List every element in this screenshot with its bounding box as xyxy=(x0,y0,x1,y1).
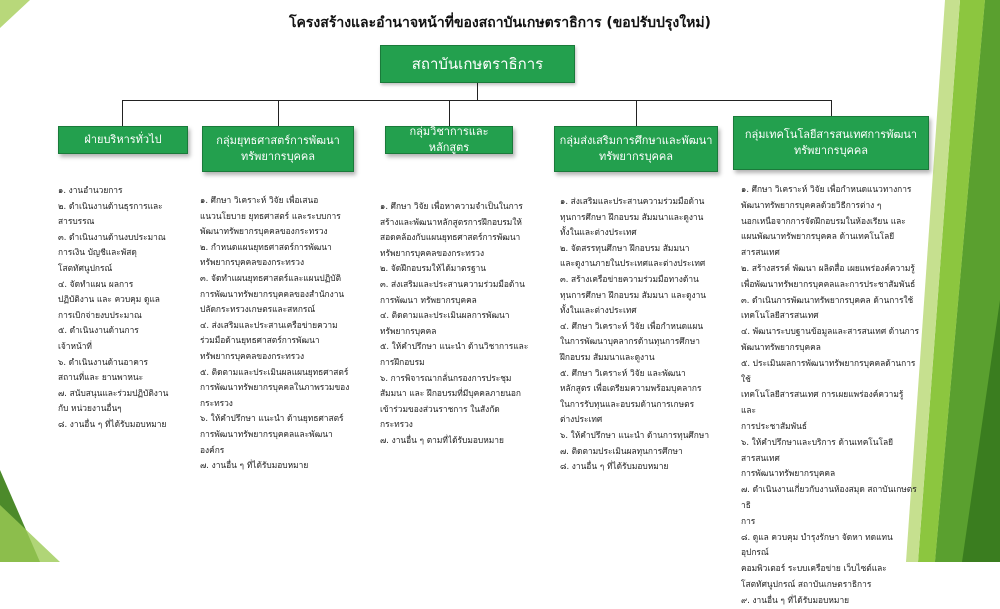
duty-item: สอดคล้องกับแผนยุทธศาสตร์การพัฒนา xyxy=(380,232,521,243)
page-title: โครงสร้างและอำนาจหน้าที่ของสถาบันเกษตราธิการ (ขอปรับปรุงใหม่) xyxy=(289,15,711,31)
duty-item: ๔. ศึกษา วิเคราะห์ วิจัย เพื่อกำหนดแผน xyxy=(560,320,704,331)
duty-item: หลักสูตร เพื่อเตรียมความพร้อมบุคลากร xyxy=(560,383,702,394)
duty-item: สร้างและพัฒนาหลักสูตรการฝึกอบรมให้ xyxy=(380,216,522,227)
duty-item: นอกเหนือจากการจัดฝึกอบรมในห้องเรียน และ xyxy=(741,215,906,226)
duty-item: กับ หน่วยงานอื่นๆ xyxy=(58,403,122,414)
duty-item: ๓. จัดทำแผนยุทธศาสตร์และแผนปฏิบัติ xyxy=(200,272,342,283)
duty-item: ร่วมมือด้านยุทธศาสตร์การพัฒนา xyxy=(200,335,320,346)
duty-item: ๒. ดำเนินงานด้านธุรการและ xyxy=(58,200,163,211)
duty-item: ๕. ศึกษา วิเคราะห์ วิจัย และพัฒนา xyxy=(560,367,686,378)
duty-item: การพัฒนาทรัพยากรบุคคลในภาพรวมของ xyxy=(200,382,350,393)
duty-item: ๔. พัฒนาระบบฐานข้อมูลและสารสนเทศ ด้านการ xyxy=(741,326,919,337)
duties-academic-curriculum xyxy=(380,199,555,449)
duty-item: เจ้าหน้าที่ xyxy=(58,340,92,351)
duty-item: ทุนการศึกษา ฝึกอบรม สัมมนา และดูงาน xyxy=(560,289,707,300)
connector-drop-2 xyxy=(278,100,279,126)
duty-item: ทรัพยากรบุคคลของกระทรวง xyxy=(200,257,305,268)
dept-it-hr-development: กลุ่มเทคโนโลยีสารสนเทศการพัฒนาทรัพยากรบุคคล xyxy=(733,116,929,170)
duty-item: เทคโนโลยีสารสนเทศ xyxy=(741,310,819,321)
duty-item: เพื่อพัฒนาทรัพยากรบุคคลและการประชาสัมพันธ์ xyxy=(741,278,916,289)
duty-item: ๘. งานอื่น ๆ ที่ได้รับมอบหมาย xyxy=(58,418,167,429)
duty-item: โสตทัศนูปกรณ์ สถาบันเกษตราธิการ xyxy=(741,578,872,589)
dept-general-admin: ฝ่ายบริหารทั่วไป xyxy=(58,126,188,154)
duty-item: เทคโนโลยีสารสนเทศ การเผยแพร่องค์ความรู้ และ xyxy=(741,389,904,416)
duty-item: ทุนการศึกษา ฝึกอบรม สัมมนาและดูงาน xyxy=(560,211,704,222)
duty-item: กระทรวง xyxy=(200,397,233,408)
connector-drop-4 xyxy=(636,100,637,126)
duty-item: ทั้งในและต่างประเทศ xyxy=(560,227,637,238)
duty-item: ๗. สนับสนุนและร่วมปฏิบัติงาน xyxy=(58,387,169,398)
connector-root-down xyxy=(477,83,478,100)
duty-item: ๕. ให้คำปรึกษา แนะนำ ด้านวิชาการและ xyxy=(380,341,529,352)
duty-item: การเบิกจ่ายงบประมาณ xyxy=(58,309,142,320)
duty-item: ในการพัฒนาบุคลากรด้านทุนการศึกษา xyxy=(560,336,700,347)
duty-item: องค์กร xyxy=(200,444,225,455)
duty-item: ๔. ส่งเสริมและประสานเครือข่ายความ xyxy=(200,319,338,330)
duty-item: การพัฒนาทรัพยากรบุคคล xyxy=(741,468,836,479)
duty-item: ฝึกอบรม สัมมนาและดูงาน xyxy=(560,351,655,362)
duty-item: การพัฒนา ทรัพยากรบุคคล xyxy=(380,294,477,305)
duty-item: ๓. สร้างเครือข่ายความร่วมมือทางด้าน xyxy=(560,273,699,284)
duty-item: พัฒนาทรัพยากรบุคคล xyxy=(741,341,821,352)
duty-item: ๒. จัดฝึกอบรมให้ได้มาตรฐาน xyxy=(380,263,487,274)
dept-hr-strategy: กลุ่มยุทธศาสตร์การพัฒนาทรัพยากรบุคคล xyxy=(202,126,354,172)
duties-education-promotion xyxy=(560,194,736,475)
duty-item: ๗. ติดตามประเมินผลทุนการศึกษา xyxy=(560,445,683,456)
connector-drop-5 xyxy=(831,100,832,116)
duty-item: ๔. จัดทำแผน ผลการ xyxy=(58,278,134,289)
duty-item: ทรัพยากรบุคคล xyxy=(380,325,437,336)
duty-item: ๑. ศึกษา วิจัย เพื่อหาความจำเป็นในการ xyxy=(380,201,523,211)
duty-item: ๒. กำหนดแผนยุทธศาสตร์การพัฒนา xyxy=(200,241,332,252)
duty-item: สารสนเทศ xyxy=(741,247,780,258)
duty-item: ปฏิบัติงาน และ ควบคุม ดูแล xyxy=(58,294,160,305)
duty-item: เข้าร่วมของส่วนราชการ ในสังกัด xyxy=(380,403,500,414)
duty-item: ๕. ประเมินผลการพัฒนาทรัพยากรบุคคลด้านการใช้ xyxy=(741,357,916,384)
duty-item: คอมพิวเตอร์ ระบบเครือข่าย เว็บไซต์และ xyxy=(741,563,887,574)
duty-item: ๒. จัดสรรทุนศึกษา ฝึกอบรม สัมมนา xyxy=(560,242,690,253)
duty-item: พัฒนาทรัพยากรบุคคลของกระทรวง xyxy=(200,226,328,237)
duty-item: และดูงานภายในประเทศและต่างประเทศ xyxy=(560,258,706,269)
duty-item: ปลัดกระทรวงเกษตรและสหกรณ์ xyxy=(200,304,316,315)
duty-item: ต่างประเทศ xyxy=(560,414,603,425)
connector-drop-1 xyxy=(122,100,123,126)
duty-item: ๘. งานอื่น ๆ ที่ได้รับมอบหมาย xyxy=(560,461,669,472)
duty-item: ในการรับทุนและอบรมด้านการเกษตร xyxy=(560,398,695,409)
duty-item: ๔. ติดตามและประเมินผลการพัฒนา xyxy=(380,310,510,321)
dept-academic-curriculum: กลุ่มวิชาการและหลักสูตร xyxy=(385,126,513,154)
duty-item: ๗. งานอื่น ๆ ที่ได้รับมอบหมาย xyxy=(200,460,309,471)
duty-item: ๑. ส่งเสริมและประสานความร่วมมือด้าน xyxy=(560,196,705,206)
duty-item: แนวนโยบาย ยุทธศาสตร์ และระบบการ xyxy=(200,210,341,221)
duty-item: ๖. ให้คำปรึกษาและบริการ ด้านเทคโนโลยีสารสนเทศ xyxy=(741,436,894,463)
duty-item: โสตทัศนูปกรณ์ xyxy=(58,262,113,273)
connector-drop-3 xyxy=(449,100,450,126)
duty-item: ๑. ศึกษา วิเคราะห์ วิจัย เพื่อเสนอ xyxy=(200,195,319,205)
duty-item: ทรัพยากรบุคคลของกระทรวง xyxy=(380,247,485,258)
root-node: สถาบันเกษตราธิการ xyxy=(380,45,575,83)
duty-item: สารบรรณ xyxy=(58,216,95,227)
duty-item: ๓. ดำเนินการพัฒนาทรัพยากรบุคคล ด้านการใช้ xyxy=(741,294,914,305)
duty-item: ๖. ดำเนินงานด้านอาคาร xyxy=(58,356,149,367)
duty-item: ทรัพยากรบุคคลของกระทรวง xyxy=(200,350,305,361)
duty-item: การเงิน บัญชีและพัสดุ xyxy=(58,247,137,258)
duty-item: ๕. ดำเนินงานด้านการ xyxy=(58,325,139,336)
duty-item: การประชาสัมพันธ์ xyxy=(741,420,807,431)
duty-item: การ xyxy=(741,515,756,526)
duty-item: การพัฒนาทรัพยากรบุคคลและพัฒนา xyxy=(200,428,333,439)
duty-item: ๗. งานอื่น ๆ ตามที่ได้รับมอบหมาย xyxy=(380,434,504,445)
duty-item: ๘. ดูแล ควบคุม บำรุงรักษา จัดหา ทดแทน อุปกรณ์ xyxy=(741,531,893,558)
duty-item: การฝึกอบรม xyxy=(380,356,425,367)
duty-item: ๖. ให้คำปรึกษา แนะนำ ด้านยุทธศาสตร์ xyxy=(200,413,344,424)
duty-item: ๑. งานอำนวยการ xyxy=(58,185,123,195)
duty-item: ๖. การพิจารณากลั่นกรองการประชุม xyxy=(380,372,512,383)
duty-item: ๕. ติดตามและประเมินผลแผนยุทธศาสตร์ xyxy=(200,366,349,377)
duties-hr-strategy xyxy=(200,193,378,474)
duty-item: ๗. ดำเนินงานเกี่ยวกับงานห้องสมุด สถาบันเกษตราธิ xyxy=(741,484,917,510)
duty-item: ๓. ดำเนินงานด้านงบประมาณ xyxy=(58,231,166,242)
connector-horizontal xyxy=(122,100,832,101)
dept-education-promotion: กลุ่มส่งเสริมการศึกษาและพัฒนาทรัพยากรบุคคล xyxy=(554,126,718,172)
duties-general-admin xyxy=(58,183,198,433)
duty-item: ๑. ศึกษา วิเคราะห์ วิจัย เพื่อกำหนดแนวทางการ xyxy=(741,184,912,194)
duty-item: การพัฒนาทรัพยากรบุคคลของสำนักงาน xyxy=(200,288,345,299)
duty-item: ๙. งานอื่น ๆ ที่ได้รับมอบหมาย xyxy=(741,594,850,605)
duty-item: สถานที่และ ยานพาหนะ xyxy=(58,372,144,383)
duty-item: ๒. สร้างสรรค์ พัฒนา ผลิตสื่อ เผยแพร่องค์ความรู้ xyxy=(741,262,915,273)
duty-item: สัมมนา และ ฝึกอบรมที่มีบุคคลภายนอก xyxy=(380,388,521,399)
duty-item: ทั้งในและต่างประเทศ xyxy=(560,305,637,316)
duty-item: แผนพัฒนาทรัพยากรบุคคล ด้านเทคโนโลยี xyxy=(741,231,895,242)
duties-it-hr-development xyxy=(741,182,921,609)
duty-item: กระทรวง xyxy=(380,419,413,430)
duty-item: ๓. ส่งเสริมและประสานความร่วมมือด้าน xyxy=(380,278,525,289)
duty-item: พัฒนาทรัพยากรบุคคลด้วยวิธีการต่าง ๆ xyxy=(741,199,882,210)
duty-item: ๖. ให้คำปรึกษา แนะนำ ด้านการทุนศึกษา xyxy=(560,429,710,440)
